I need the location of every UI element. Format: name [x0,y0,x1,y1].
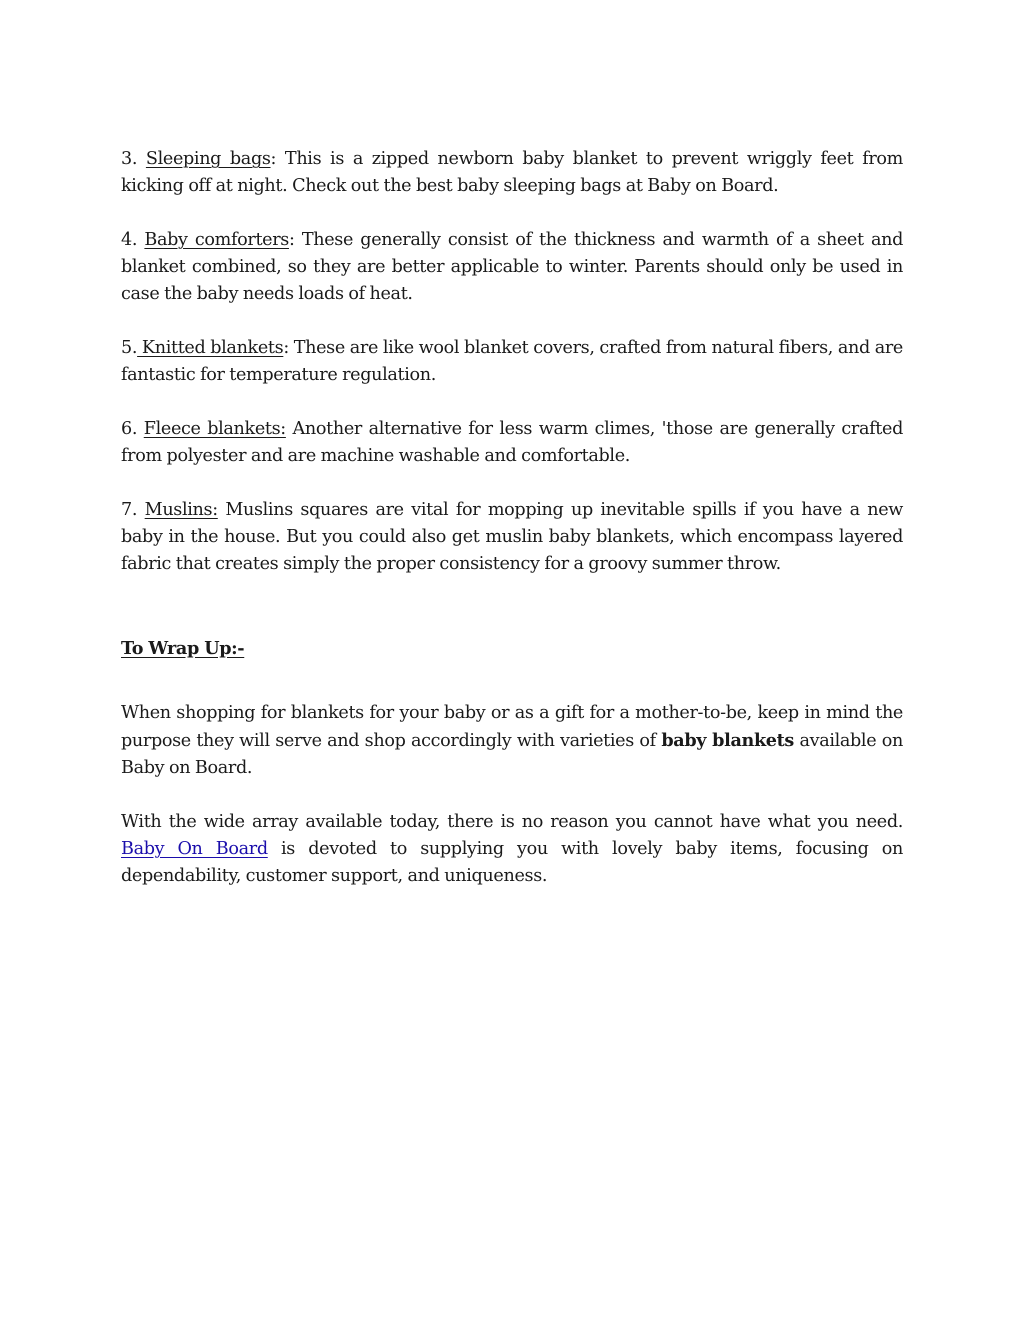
item-term: Sleeping bags [145,149,271,169]
item-description: Another alternative for less warm climes, 'those are generally crafted from polyester and are machine washable and comfortable. [121,419,903,466]
item-description: : These generally consist of the thickness and warmth of a sheet and blanket combined, so they are better applicable to winter. Parents should only be used in case the baby needs loads of heat. [121,230,903,304]
item-number: 7. [121,500,138,520]
item-term: Baby comforters [144,230,289,250]
item-number: 5. [121,338,138,358]
section-heading-wrap-up [121,635,903,663]
item-description: Muslins squares are vital for mopping up inevitable spills if you have a new baby in the house. But you could also get muslin baby blankets, which encompass layered fabric that creates simply the proper consistency for a groovy summer throw. [121,500,904,574]
paragraph-text: With the wide array available today, there is no reason you cannot have what you need. [121,812,903,832]
item-number: 6. [121,419,138,439]
heading-text: To Wrap Up:- [121,638,245,659]
item-term: Muslins: [144,500,218,520]
item-term: Fleece blankets: [143,419,286,439]
baby-on-board-link[interactable]: Baby On Board [121,839,268,859]
list-item-muslins [121,497,903,578]
item-number: 4. [121,230,138,250]
list-item-sleeping-bags [121,146,903,200]
item-number: 3. [121,149,138,169]
bold-keyword: baby blankets [661,730,794,751]
paragraph-text: When shopping for blankets for your baby or as a gift for a mother-to-be, keep in mind the purpose they will serve and shop accordingly with varieties of [121,703,903,751]
wrap-up-paragraph-1 [121,700,903,782]
document-page [121,146,903,890]
paragraph-text: available on Baby on Board. [121,731,903,778]
paragraph-text: is devoted to supplying you with lovely baby items, focusing on dependability, customer support, and uniqueness. [121,839,903,886]
list-item-fleece-blankets [121,416,903,470]
list-item-baby-comforters [121,227,903,308]
wrap-up-paragraph-2 [121,809,903,890]
item-term: Knitted blankets [137,338,284,358]
item-description: : This is a zipped newborn baby blanket to prevent wriggly feet from kicking off at night. Check out the best baby sleeping bags at Baby on Board. [121,149,903,196]
list-item-knitted-blankets [121,335,903,389]
item-description: : These are like wool blanket covers, crafted from natural fibers, and are fantastic for temperature regulation. [121,338,903,385]
